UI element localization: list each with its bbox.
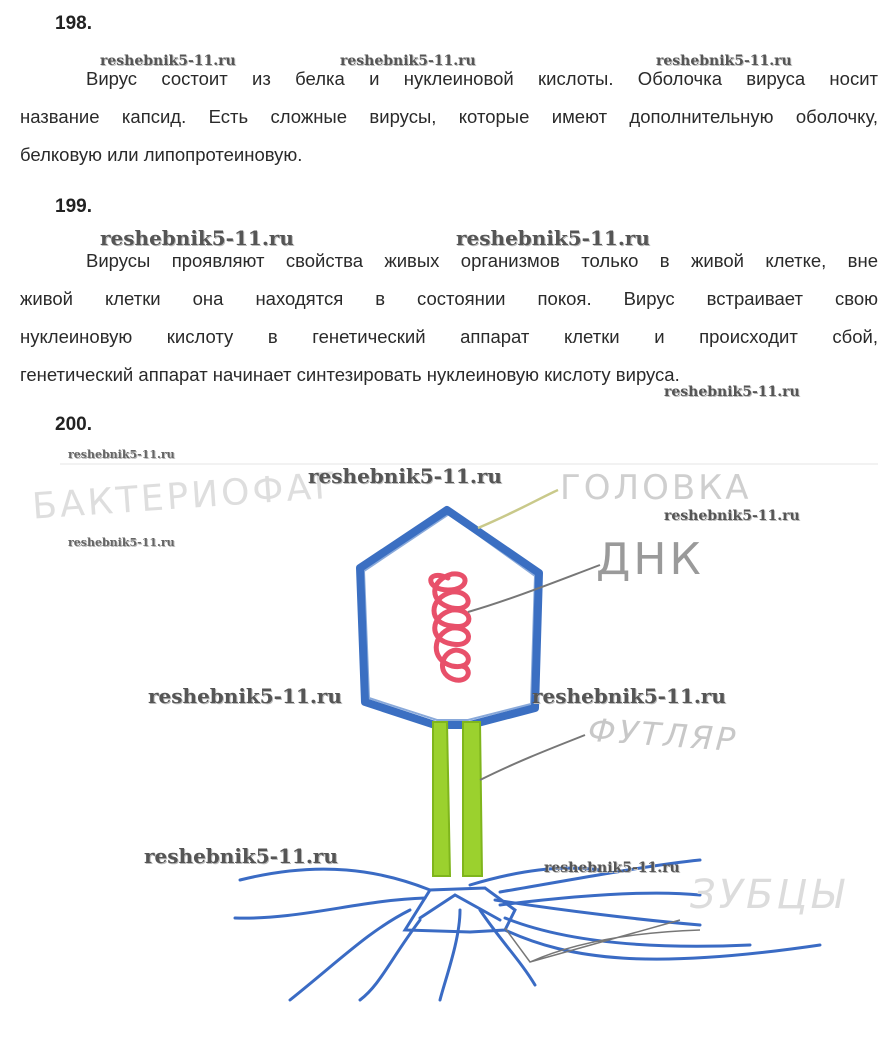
label-fibers: ЗУБЦЫ xyxy=(690,872,847,918)
watermark: reshebnik5-11.ru xyxy=(456,226,650,250)
text-line: название капсид. Есть сложные вирусы, которые имеют дополнительную оболочку, xyxy=(20,106,878,127)
watermark: reshebnik5-11.ru xyxy=(68,536,175,549)
text-line: Вирусы проявляют свойства живых организмов только в живой клетке, вне xyxy=(86,250,878,271)
text-line: генетический аппарат начинает синтезировать нуклеиновую кислоту вируса. xyxy=(20,364,680,385)
watermark: reshebnik5-11.ru xyxy=(100,53,236,69)
watermark: reshebnik5-11.ru xyxy=(664,384,800,400)
label-dna: ДНК xyxy=(596,534,704,585)
bacteriophage-drawing xyxy=(0,440,896,1052)
watermark: reshebnik5-11.ru xyxy=(656,53,792,69)
watermark: reshebnik5-11.ru xyxy=(144,844,338,868)
answer-199 xyxy=(20,242,878,394)
label-sheath: ФУТЛЯР xyxy=(586,710,740,760)
pointer-line-head xyxy=(478,490,558,528)
watermark: reshebnik5-11.ru xyxy=(148,684,342,708)
text-line: Вирус состоит из белка и нуклеиновой кислоты. Оболочка вируса носит xyxy=(86,68,878,89)
task-number-198: 198. xyxy=(55,13,92,34)
tail-sheath-right xyxy=(463,722,482,876)
capsid-head xyxy=(360,510,539,725)
watermark: reshebnik5-11.ru xyxy=(100,226,294,250)
dna-coil xyxy=(431,574,469,680)
text-line: нуклеиновую кислоту в генетический аппарат клетки и происходит сбой, xyxy=(20,326,878,347)
pointer-line-sheath xyxy=(480,735,585,780)
watermark: reshebnik5-11.ru xyxy=(664,508,800,524)
label-head: ГОЛОВКА xyxy=(560,468,752,508)
bacteriophage-sketch xyxy=(0,440,896,1052)
watermark: reshebnik5-11.ru xyxy=(544,860,680,876)
watermark: reshebnik5-11.ru xyxy=(532,684,726,708)
text-line: белковую или липопротеиновую. xyxy=(20,144,303,165)
watermark: reshebnik5-11.ru xyxy=(68,448,175,461)
text-line: живой клетки она находятся в состоянии покоя. Вирус встраивает свою xyxy=(20,288,878,309)
watermark: reshebnik5-11.ru xyxy=(340,53,476,69)
tail-sheath-left xyxy=(433,722,450,876)
watermark: reshebnik5-11.ru xyxy=(308,464,502,488)
task-number-199: 199. xyxy=(55,196,92,217)
answer-198 xyxy=(20,60,878,174)
task-number-200: 200. xyxy=(55,414,92,435)
label-title: БАКТЕРИОФАГ xyxy=(30,465,341,528)
